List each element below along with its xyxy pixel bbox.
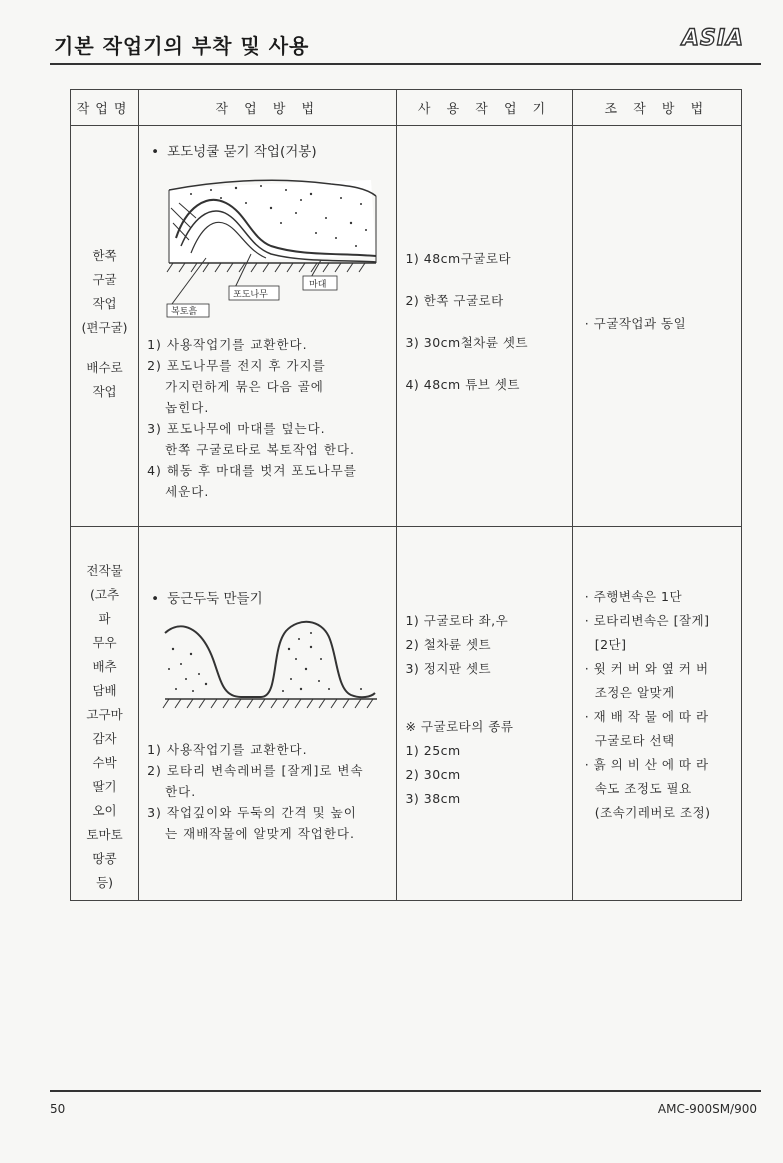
step-line: 가지런하게 묶은 다음 골에 bbox=[165, 379, 324, 394]
implement-item bbox=[405, 681, 571, 715]
name-line: 구굴 bbox=[92, 272, 117, 287]
operation-item: 속도 조정도 필요 bbox=[594, 781, 692, 796]
implements-cell bbox=[397, 527, 572, 901]
name-line: (고추 bbox=[90, 587, 120, 602]
step-line: 한쪽 구굴로타로 복토작업 한다. bbox=[165, 442, 355, 457]
step-line: 2) 포도나무를 전지 후 가지를 bbox=[147, 358, 326, 373]
operation-item: 구굴로타 선택 bbox=[594, 733, 675, 748]
method-steps bbox=[147, 739, 396, 844]
name-line: 고구마 bbox=[86, 707, 123, 722]
step-line: 3) 포도나무에 마대를 덮는다. bbox=[147, 421, 326, 436]
header-rule bbox=[50, 63, 761, 65]
step-line: 3) 작업깊이와 두둑의 간격 및 높이 bbox=[147, 805, 357, 820]
step-line: 2) 로타리 변속레버를 [잘게]로 변속 bbox=[147, 763, 364, 778]
implement-item: 2) 한쪽 구굴로타 bbox=[405, 293, 504, 308]
name-line: 담배 bbox=[92, 683, 117, 698]
name-line: 무우 bbox=[92, 635, 117, 650]
step-line: 세운다. bbox=[165, 484, 210, 499]
operation-item: · 윗 커 버 와 옆 커 버 bbox=[584, 661, 709, 676]
name-line bbox=[71, 340, 138, 356]
task-name-cell bbox=[71, 527, 139, 901]
operation-item: 조정은 알맞게 bbox=[594, 685, 675, 700]
table-header-row bbox=[71, 90, 742, 126]
method-cell bbox=[139, 527, 397, 901]
name-line: 작업 bbox=[92, 296, 117, 311]
implement-item: 1) 48cm구굴로타 bbox=[405, 251, 512, 266]
operation-item: · 재 배 작 물 에 따 라 bbox=[584, 709, 709, 724]
figure-label-vine: 포도나무 bbox=[233, 290, 268, 300]
implement-item: 2) 30cm bbox=[405, 767, 461, 782]
name-line: (편구굴) bbox=[81, 320, 128, 335]
page-number: 50 bbox=[50, 1102, 66, 1116]
footer-rule bbox=[50, 1090, 761, 1092]
name-line: 땅콩 bbox=[92, 851, 117, 866]
implements-cell bbox=[397, 126, 572, 527]
operation-item: · 로타리변속은 [잘게] bbox=[584, 613, 710, 628]
implement-item: 2) 철차륜 셋트 bbox=[405, 637, 492, 652]
method-subhead: • 둥근두둑 만들기 bbox=[151, 591, 263, 607]
implement-item: 3) 38cm bbox=[405, 791, 461, 806]
name-line: 파 bbox=[98, 611, 111, 626]
ridge-figure bbox=[161, 619, 381, 709]
operation-item: · 구굴작업과 동일 bbox=[584, 316, 687, 331]
model-number: AMC-900SM/900 bbox=[657, 1102, 757, 1116]
header-implements: 사 용 작 업 기 bbox=[397, 90, 572, 126]
header-operation: 조 작 방 법 bbox=[572, 90, 741, 126]
implement-item: 1) 구굴로타 좌,우 bbox=[405, 613, 509, 628]
step-line: 는 재배작물에 알맞게 작업한다. bbox=[165, 826, 355, 841]
method-cell bbox=[139, 126, 397, 527]
name-line: 오이 bbox=[92, 803, 117, 818]
table-row bbox=[71, 527, 742, 901]
implement-item: 3) 30cm철차륜 셋트 bbox=[405, 335, 529, 350]
table-row bbox=[71, 126, 742, 527]
name-line: 배수로 bbox=[86, 360, 123, 375]
grapevine-burial-figure bbox=[151, 168, 401, 318]
implement-item: 1) 25cm bbox=[405, 743, 461, 758]
name-line: 토마토 bbox=[86, 827, 123, 842]
name-line: 딸기 bbox=[92, 779, 117, 794]
step-line: 한다. bbox=[165, 784, 197, 799]
name-line: 전작물 bbox=[86, 563, 123, 578]
operation-item: · 흙 의 비 산 에 따 라 bbox=[584, 757, 709, 772]
step-line: 1) 사용작업기를 교환한다. bbox=[147, 742, 308, 757]
step-line: 1) 사용작업기를 교환한다. bbox=[147, 337, 308, 352]
operation-table bbox=[70, 89, 742, 901]
name-line: 수박 bbox=[92, 755, 117, 770]
implement-item: 4) 48cm 튜브 셋트 bbox=[405, 377, 520, 392]
step-line: 놉힌다. bbox=[165, 400, 210, 415]
figure-label-burlap: 마대 bbox=[309, 280, 327, 290]
name-line: 등) bbox=[96, 875, 114, 890]
header-method: 작 업 방 법 bbox=[139, 90, 397, 126]
header-task-name: 작업명 bbox=[71, 90, 139, 126]
implement-note: ※ 구굴로타의 종류 bbox=[405, 719, 514, 734]
implement-item: 3) 정지판 셋트 bbox=[405, 661, 492, 676]
figure-label-soil: 복토흙 bbox=[171, 307, 198, 317]
name-line: 배추 bbox=[92, 659, 117, 674]
name-line: 작업 bbox=[92, 384, 117, 399]
step-line: 4) 해동 후 마대를 벗겨 포도나무를 bbox=[147, 463, 357, 478]
name-line: 감자 bbox=[92, 731, 117, 746]
brand-logo: ASIA bbox=[682, 26, 745, 51]
operation-cell bbox=[572, 126, 741, 527]
page-title: 기본 작업기의 부착 및 사용 bbox=[54, 34, 310, 58]
operation-item: [2단] bbox=[594, 637, 627, 652]
task-name-cell bbox=[71, 126, 139, 527]
operation-cell bbox=[572, 527, 741, 901]
name-line: 한쪽 bbox=[92, 248, 117, 263]
method-subhead: • 포도넝쿨 묻기 작업(거봉) bbox=[151, 144, 317, 160]
operation-item: (조속기레버로 조정) bbox=[594, 805, 711, 820]
operation-item: · 주행변속은 1단 bbox=[584, 589, 683, 604]
method-steps bbox=[147, 334, 396, 502]
